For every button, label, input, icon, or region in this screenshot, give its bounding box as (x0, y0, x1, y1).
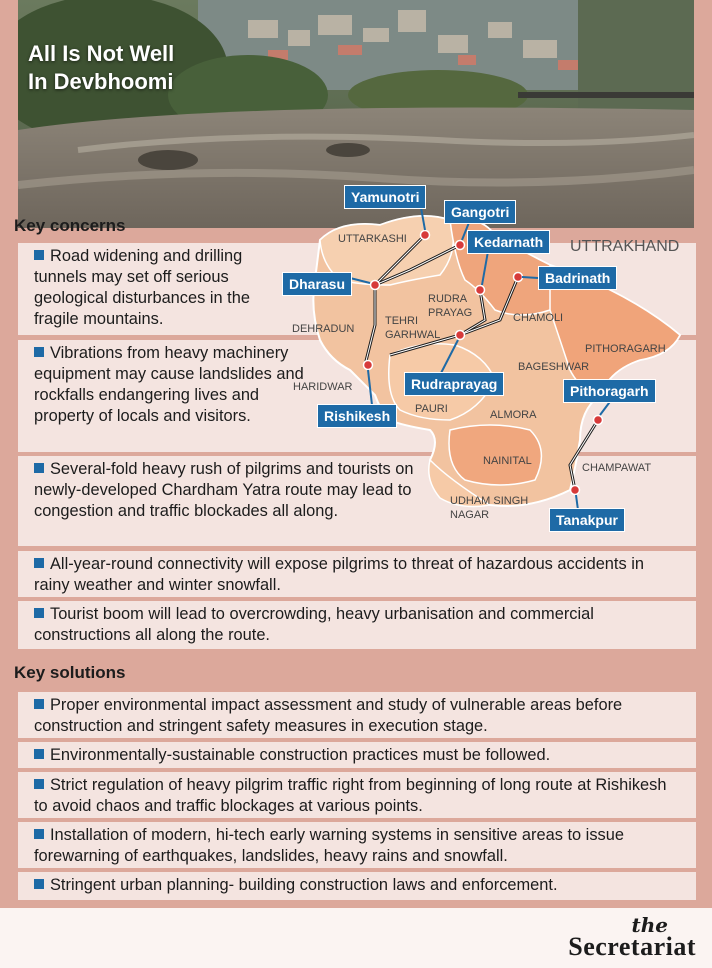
tanakpur-marker (571, 486, 580, 495)
concern-text: Tourist boom will lead to overcrowding, heavy urbanisation and commercial constructions all along the route. (34, 605, 594, 644)
badrinath-marker (514, 273, 523, 282)
headline: All Is Not Well In Devbhoomi (28, 41, 175, 94)
bullet-icon (34, 699, 44, 709)
solution-text: Strict regulation of heavy pilgrim traffic right from beginning of long route at Rishikesh to avoid chaos and traffic blockages at various points. (34, 776, 667, 815)
state-label: UTTRAKHAND (570, 238, 680, 255)
district-label: CHAMPAWAT (582, 462, 652, 474)
bullet-icon (34, 829, 44, 839)
concern-text: Road widening and drilling tunnels may set off serious geological disturbances in the fragile mountains. (34, 247, 250, 328)
solution-text: Installation of modern, hi-tech early warning systems in sensitive areas to issue forewarning of earthquakes, landslides, heavy rains and snowfall. (34, 826, 624, 865)
bullet-icon (34, 347, 44, 357)
gangotri-marker (456, 241, 465, 250)
district-label: PAURI (415, 403, 448, 415)
district-label: RUDRA PRAYAG (428, 293, 473, 319)
bullet-icon (34, 608, 44, 618)
rudraprayag-marker (456, 331, 465, 340)
place-tag-tanakpur: Tanakpur (549, 508, 625, 532)
place-tag-rishikesh: Rishikesh (317, 404, 397, 428)
district-label: PITHORAGARH (585, 343, 666, 355)
district-label: CHAMOLI (513, 312, 564, 324)
dharasu-marker (371, 281, 380, 290)
district-label: BAGESHWAR (518, 361, 590, 373)
solution-text: Environmentally-sustainable construction practices must be followed. (50, 746, 551, 764)
uttarakhand-map (280, 180, 712, 530)
solution-item (18, 772, 696, 818)
yamunotri-marker (421, 231, 430, 240)
solution-item (18, 822, 696, 868)
solution-text: Proper environmental impact assessment and study of vulnerable areas before construction and stringent safety measures in execution stage. (34, 696, 623, 735)
concern-text: Several-fold heavy rush of pilgrims and tourists on newly-developed Chardham Yatra route may lead to congestion and traffic blockades all along. (34, 460, 414, 520)
concern-text: Vibrations from heavy machinery equipment may cause landslides and rockfalls endangering lives and property of locals and visitors. (34, 344, 304, 425)
solution-text: Stringent urban planning- building construction laws and enforcement. (50, 876, 558, 894)
place-tag-rudraprayag: Rudraprayag (404, 372, 504, 396)
solution-item (18, 872, 696, 900)
bullet-icon (34, 250, 44, 260)
place-tag-pithoragarh: Pithoragarh (563, 379, 656, 403)
district-label: ALMORA (490, 409, 537, 421)
place-tag-gangotri: Gangotri (444, 200, 516, 224)
place-tag-dharasu: Dharasu (282, 272, 352, 296)
bullet-icon (34, 879, 44, 889)
solution-item (18, 742, 696, 768)
district-label: UDHAM SINGH NAGAR (450, 495, 529, 521)
district-label: HARIDWAR (293, 381, 353, 393)
pithoragarh-marker (594, 416, 603, 425)
district-label: TEHRI GARHWAL (385, 315, 441, 341)
rishikesh-marker (364, 361, 373, 370)
bullet-icon (34, 749, 44, 759)
place-tag-badrinath: Badrinath (538, 266, 617, 290)
place-tag-kedarnath: Kedarnath (467, 230, 550, 254)
bullet-icon (34, 558, 44, 568)
bullet-icon (34, 463, 44, 473)
district-label: NAINITAL (483, 455, 532, 467)
kedarnath-marker (476, 286, 485, 295)
bullet-icon (34, 779, 44, 789)
concern-item (18, 601, 696, 649)
district-label: DEHRADUN (292, 323, 355, 335)
place-tag-yamunotri: Yamunotri (344, 185, 426, 209)
concerns-title: Key concerns (14, 216, 126, 235)
brand-logo: Secretariat (568, 932, 696, 961)
concern-text: All-year-round connectivity will expose pilgrims to threat of hazardous accidents in rainy weather and winter snowfall. (34, 555, 644, 594)
district-label: UTTARKASHI (338, 233, 407, 245)
solutions-title: Key solutions (14, 663, 126, 682)
brand-the: the (631, 913, 668, 937)
solution-item (18, 692, 696, 738)
concern-item (18, 551, 696, 597)
